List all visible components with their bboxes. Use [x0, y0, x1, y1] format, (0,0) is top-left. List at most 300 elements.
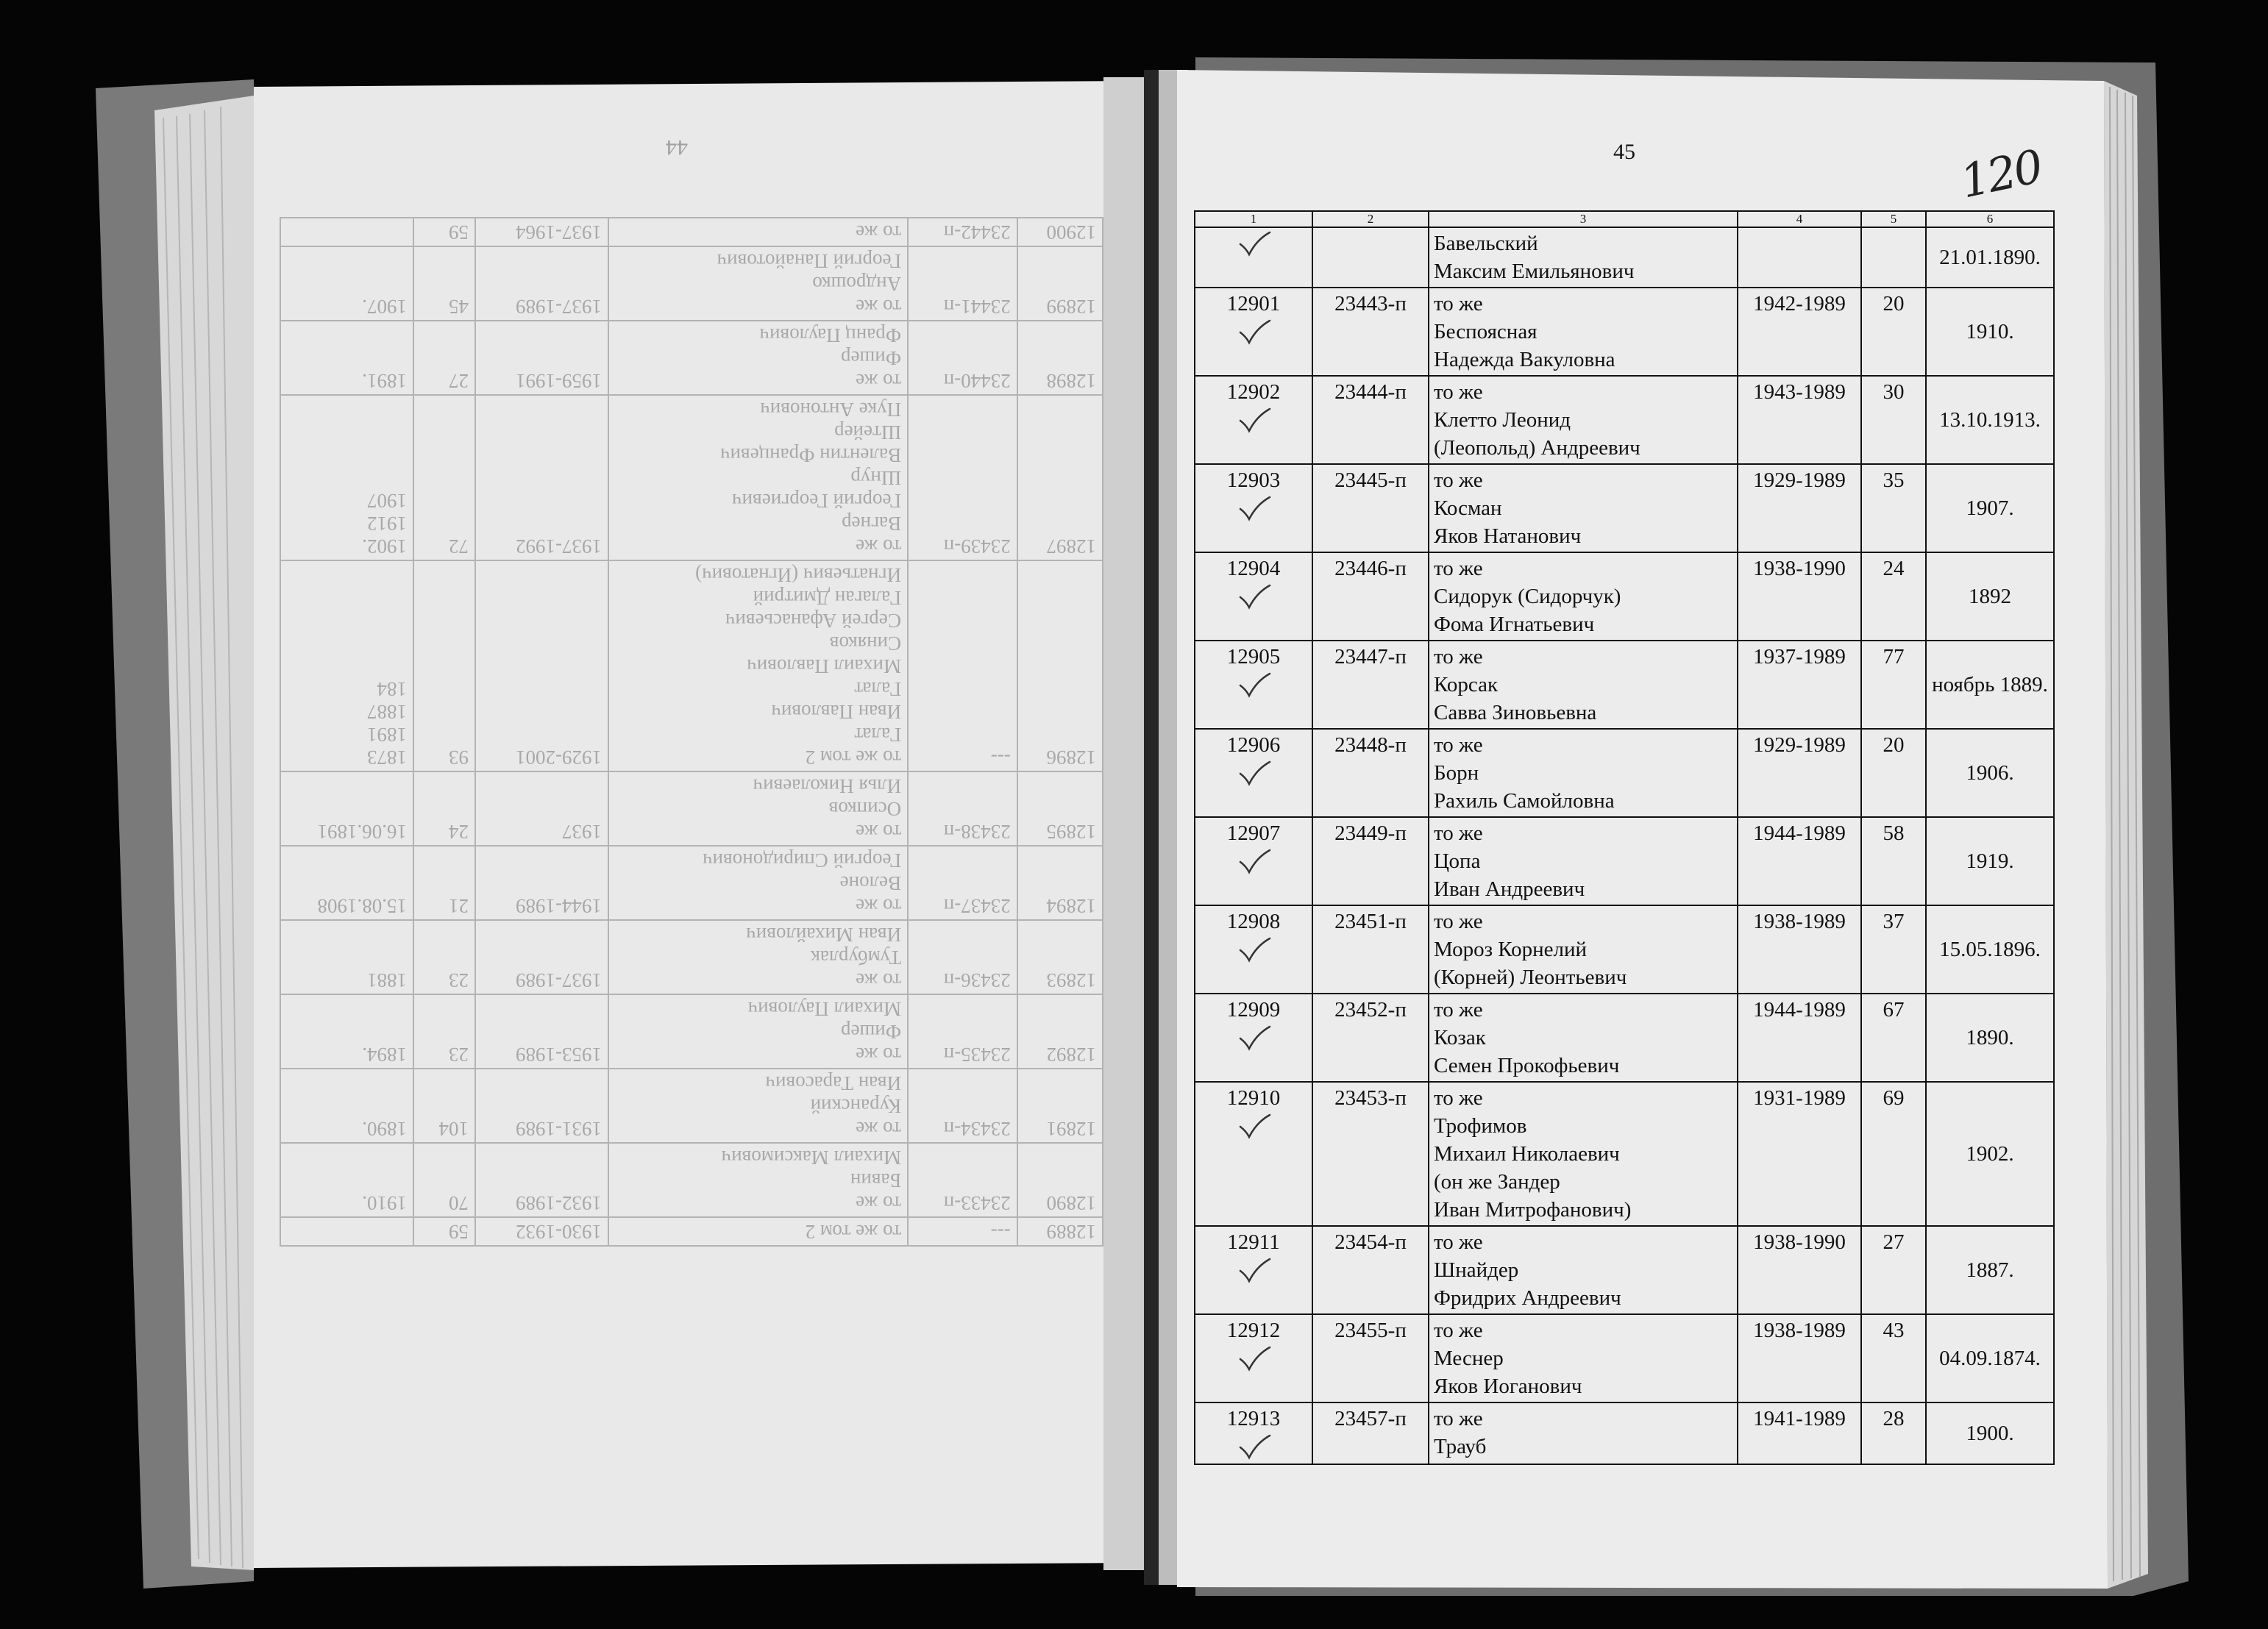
ghost-cell-pages	[413, 920, 475, 994]
pages: 35	[1883, 468, 1905, 492]
name-line: Косман	[1434, 496, 1502, 520]
ghost-value: 72	[449, 535, 469, 557]
birth-date: 1902.	[1966, 1142, 2014, 1166]
pages: 24	[1883, 557, 1905, 580]
birth-date: 1892	[1969, 585, 2011, 608]
birth-date: 15.05.1896.	[1939, 938, 2041, 961]
ghost-cell-birth	[280, 560, 413, 771]
name-line: то же	[1434, 645, 1483, 669]
ghost-line: то же том 2	[805, 746, 902, 769]
ghost-value: 70	[449, 1192, 469, 1214]
ghost-cell-birth	[280, 1143, 413, 1217]
ghost-cell-file	[908, 246, 1017, 321]
birth-date-cell	[1926, 641, 2054, 729]
birth-date-cell	[1926, 552, 2054, 641]
ghost-value: 23439-п	[943, 535, 1011, 557]
ghost-line: то же	[856, 535, 902, 557]
ghost-cell-file	[908, 1143, 1017, 1217]
ghost-cell-file	[908, 994, 1017, 1069]
birth-date-cell	[1926, 729, 2054, 817]
ghost-cell-years	[475, 321, 608, 395]
ghost-line: 184	[377, 678, 407, 700]
record-number-cell	[1195, 1314, 1312, 1402]
ghost-cell-num	[1017, 218, 1103, 246]
name-line: Яков Иоганович	[1434, 1375, 1582, 1398]
ghost-line: 1873	[367, 746, 407, 769]
years-cell	[1738, 905, 1861, 994]
table-row	[1195, 227, 2054, 288]
ghost-value: 1932-1989	[515, 1192, 602, 1214]
ghost-line: Осипков	[828, 798, 902, 820]
ghost-cell-text	[608, 920, 908, 994]
ghost-cell-pages	[413, 994, 475, 1069]
birth-date: 1907.	[1966, 496, 2014, 520]
ghost-row	[280, 1217, 1103, 1246]
years-cell	[1738, 464, 1861, 552]
ghost-cell-birth	[280, 218, 413, 246]
record-number: 12911	[1227, 1230, 1280, 1254]
ghost-value: 12894	[1046, 895, 1096, 917]
ghost-line: 1902.	[362, 535, 407, 557]
ghost-line: Михаил Максимович	[721, 1147, 902, 1169]
checkmark-icon	[1200, 1112, 1307, 1141]
name-cell	[1429, 464, 1738, 552]
ghost-line: Иван Тарасович	[765, 1072, 902, 1094]
ghost-row	[280, 218, 1103, 246]
years: 1942-1989	[1753, 292, 1846, 316]
checkmark-icon	[1200, 671, 1307, 700]
name-line: Максим Емильянович	[1434, 260, 1635, 283]
name-cell	[1429, 1314, 1738, 1402]
name-line: Сидорук (Сидорчук)	[1434, 585, 1621, 608]
ghost-cell-file	[908, 560, 1017, 771]
birth-date-cell	[1926, 464, 2054, 552]
table-row	[1195, 288, 2054, 376]
ghost-value: 23437-п	[943, 895, 1011, 917]
years-cell	[1738, 729, 1861, 817]
pages-cell	[1861, 905, 1926, 994]
file-number: 23447-п	[1334, 645, 1407, 669]
years: 1941-1989	[1753, 1407, 1846, 1430]
years: 1938-1990	[1753, 1230, 1846, 1254]
ghost-line: Синяков	[829, 632, 902, 655]
birth-date: 1906.	[1966, 761, 2014, 785]
ghost-line: Георгий Спиридонович	[702, 849, 902, 871]
ghost-line: Вагнер	[842, 513, 902, 535]
ghost-cell-file	[908, 321, 1017, 395]
name-line: Трофимов	[1434, 1114, 1527, 1138]
ghost-cell-text	[608, 1217, 908, 1246]
name-cell	[1429, 1082, 1738, 1226]
column-header: 1	[1195, 211, 1312, 227]
table-row	[1195, 376, 2054, 464]
birth-date-cell	[1926, 1314, 2054, 1402]
pages-cell	[1861, 1226, 1926, 1314]
name-line: то же	[1434, 1319, 1483, 1342]
years: 1944-1989	[1753, 998, 1846, 1022]
ghost-line: то же	[856, 969, 902, 991]
ghost-cell-years	[475, 1069, 608, 1143]
name-line: то же	[1434, 821, 1483, 845]
name-cell	[1429, 1402, 1738, 1464]
ghost-value: 23440-п	[943, 370, 1011, 392]
pages-cell	[1861, 817, 1926, 905]
ghost-value: 23436-п	[943, 969, 1011, 991]
file-number-cell	[1312, 1082, 1429, 1226]
name-line: Яков Натанович	[1434, 524, 1582, 548]
name-line: то же	[1434, 998, 1483, 1022]
ghost-line: Иван Михайлович	[746, 924, 902, 946]
pages-cell	[1861, 729, 1926, 817]
file-number: 23453-п	[1334, 1086, 1407, 1110]
ghost-value: 1937-1992	[515, 535, 602, 557]
ghost-cell-num	[1017, 846, 1103, 920]
record-number: 12903	[1226, 468, 1281, 492]
column-header: 6	[1926, 211, 2054, 227]
ghost-cell-text	[608, 994, 908, 1069]
checkmark-icon	[1200, 318, 1307, 347]
ghost-row	[280, 1143, 1103, 1217]
file-number: 23446-п	[1334, 557, 1407, 580]
birth-date: 1919.	[1966, 849, 2014, 873]
record-number-cell	[1195, 552, 1312, 641]
record-number-cell	[1195, 227, 1312, 288]
ghost-cell-num	[1017, 1069, 1103, 1143]
ghost-cell-years	[475, 1143, 608, 1217]
file-number: 23444-п	[1334, 380, 1407, 404]
pages-cell	[1861, 227, 1926, 288]
ghost-value: ---	[990, 1221, 1011, 1243]
ghost-cell-birth	[280, 920, 413, 994]
years-cell	[1738, 1402, 1861, 1464]
ghost-row	[280, 920, 1103, 994]
ghost-value: 1944-1989	[515, 895, 602, 917]
name-cell	[1429, 729, 1738, 817]
file-number: 23457-п	[1334, 1407, 1407, 1430]
years: 1938-1989	[1753, 910, 1846, 933]
ghost-value: 12889	[1046, 1221, 1096, 1243]
name-line: Семен Прокофьевич	[1434, 1054, 1620, 1077]
ghost-line: Фишер	[841, 347, 902, 369]
ghost-row	[280, 395, 1103, 560]
ghost-line: Галаган Дмитрий	[753, 587, 902, 609]
birth-date: 04.09.1874.	[1939, 1347, 2041, 1370]
years-cell	[1738, 376, 1861, 464]
name-line: Клетто Леонид	[1434, 408, 1571, 432]
page-number: 45	[1613, 140, 1635, 164]
column-header: 4	[1738, 211, 1861, 227]
ghost-value: 12900	[1046, 221, 1096, 243]
record-number-cell	[1195, 641, 1312, 729]
ghost-line: Куранский	[810, 1095, 902, 1117]
file-number-cell	[1312, 464, 1429, 552]
ghost-value: 12897	[1046, 535, 1096, 557]
ghost-value: 12892	[1046, 1044, 1096, 1066]
checkmark-icon	[1200, 1433, 1307, 1462]
ghost-line: то же	[856, 1192, 902, 1214]
record-number: 12909	[1226, 998, 1281, 1022]
ghost-value: ---	[990, 746, 1011, 769]
ghost-value: 12899	[1046, 296, 1096, 318]
pages-cell	[1861, 1314, 1926, 1402]
name-line: Фома Игнатьевич	[1434, 613, 1595, 636]
birth-date-cell	[1926, 817, 2054, 905]
name-line: Мороз Корнелий	[1434, 938, 1588, 961]
ghost-value: 1931-1989	[515, 1118, 602, 1140]
table-row	[1195, 817, 2054, 905]
ghost-row	[280, 846, 1103, 920]
table-row	[1195, 994, 2054, 1082]
ghost-value: 1929-2001	[515, 746, 602, 769]
ghost-cell-pages	[413, 246, 475, 321]
table-row	[1195, 641, 2054, 729]
checkmark-icon	[1200, 406, 1307, 435]
ghost-line: Илья Николаевич	[753, 775, 902, 797]
ghost-line: Тумбурлак	[810, 947, 902, 969]
name-line: Михаил Николаевич	[1434, 1142, 1620, 1166]
record-number-cell	[1195, 1082, 1312, 1226]
ghost-line: Франц Паулович	[759, 324, 902, 346]
file-number-cell	[1312, 288, 1429, 376]
years: 1931-1989	[1753, 1086, 1846, 1110]
pages: 20	[1883, 292, 1905, 316]
ghost-cell-text	[608, 218, 908, 246]
pages: 30	[1883, 380, 1905, 404]
ghost-value: 23	[449, 1044, 469, 1066]
file-number-cell	[1312, 552, 1429, 641]
ghost-value: 1937-1989	[515, 969, 602, 991]
ghost-row	[280, 560, 1103, 771]
file-number-cell	[1312, 729, 1429, 817]
record-number: 12907	[1226, 821, 1281, 845]
name-cell	[1429, 376, 1738, 464]
name-cell	[1429, 817, 1738, 905]
ghost-line: 1891.	[362, 370, 407, 392]
ghost-cell-text	[608, 846, 908, 920]
pages: 20	[1883, 733, 1905, 757]
name-line: Фридрих Андреевич	[1434, 1286, 1621, 1310]
ghost-line: то же	[856, 1118, 902, 1140]
ghost-cell-pages	[413, 560, 475, 771]
file-number: 23455-п	[1334, 1319, 1407, 1342]
ghost-cell-years	[475, 218, 608, 246]
file-number-cell	[1312, 1314, 1429, 1402]
years: 1938-1989	[1753, 1319, 1846, 1342]
ghost-cell-years	[475, 994, 608, 1069]
years-cell	[1738, 641, 1861, 729]
name-line: то же	[1434, 468, 1483, 492]
years: 1943-1989	[1753, 380, 1846, 404]
ghost-row	[280, 246, 1103, 321]
file-number: 23452-п	[1334, 998, 1407, 1022]
pages: 77	[1883, 645, 1905, 669]
checkmark-icon	[1200, 1024, 1307, 1053]
name-line: Беспоясная	[1434, 320, 1538, 343]
name-cell	[1429, 641, 1738, 729]
ghost-line: 1907	[367, 490, 407, 512]
pages: 69	[1883, 1086, 1905, 1110]
pages-cell	[1861, 376, 1926, 464]
ghost-value: 23441-п	[943, 296, 1011, 318]
ghost-row	[280, 994, 1103, 1069]
ghost-value: 93	[449, 746, 469, 769]
record-number-cell	[1195, 905, 1312, 994]
left-page	[254, 85, 1123, 1563]
pages: 27	[1883, 1230, 1905, 1254]
ghost-cell-years	[475, 246, 608, 321]
years-cell	[1738, 1082, 1861, 1226]
birth-date: 1910.	[1966, 320, 2014, 343]
file-number: 23448-п	[1334, 733, 1407, 757]
birth-date-cell	[1926, 994, 2054, 1082]
birth-date: 21.01.1890.	[1939, 246, 2041, 269]
table-row	[1195, 1402, 2054, 1464]
ghost-cell-file	[908, 1217, 1017, 1246]
name-line: то же	[1434, 910, 1483, 933]
birth-date: 13.10.1913.	[1939, 408, 2041, 432]
ghost-cell-years	[475, 560, 608, 771]
record-number: 12912	[1226, 1319, 1281, 1342]
pages-cell	[1861, 994, 1926, 1082]
column-header-row	[1195, 211, 2054, 227]
years: 1938-1990	[1753, 557, 1846, 580]
birth-date: 1900.	[1966, 1422, 2014, 1445]
ghost-line: 15.08.1908	[317, 895, 407, 917]
name-line: Цопа	[1434, 849, 1481, 873]
file-number-cell	[1312, 227, 1429, 288]
ghost-cell-pages	[413, 771, 475, 846]
ghost-cell-birth	[280, 771, 413, 846]
ghost-line: Георгий Георгиевич	[731, 490, 902, 512]
ghost-cell-num	[1017, 246, 1103, 321]
ghost-line: Штейер	[834, 421, 902, 443]
ghost-value: 23435-п	[943, 1044, 1011, 1066]
pages-cell	[1861, 1082, 1926, 1226]
file-number-cell	[1312, 994, 1429, 1082]
name-line: (он же Зандер	[1434, 1170, 1560, 1194]
ghost-cell-birth	[280, 846, 413, 920]
checkmark-icon	[1200, 1256, 1307, 1286]
ghost-value: 1937-1989	[515, 296, 602, 318]
years-cell	[1738, 227, 1861, 288]
record-number-cell	[1195, 817, 1312, 905]
ghost-value: 59	[449, 1221, 469, 1243]
years-cell	[1738, 552, 1861, 641]
name-line: Надежда Вакуловна	[1434, 348, 1615, 371]
name-line: то же	[1434, 733, 1483, 757]
ghost-cell-birth	[280, 321, 413, 395]
name-line: Рахиль Самойловна	[1434, 789, 1615, 813]
ghost-cell-file	[908, 771, 1017, 846]
pages-cell	[1861, 288, 1926, 376]
name-line: Борн	[1434, 761, 1479, 785]
ghost-line: Георгий Панайотович	[717, 250, 902, 272]
ghost-cell-pages	[413, 1143, 475, 1217]
pages: 43	[1883, 1319, 1905, 1342]
table-row	[1195, 552, 2054, 641]
ghost-line: Михаил Паулович	[747, 998, 902, 1020]
birth-date: 1887.	[1966, 1258, 2014, 1282]
ghost-cell-num	[1017, 771, 1103, 846]
ghost-cell-birth	[280, 395, 413, 560]
ghost-value: 23434-п	[943, 1118, 1011, 1140]
pages-cell	[1861, 641, 1926, 729]
name-cell	[1429, 905, 1738, 994]
birth-date-cell	[1926, 1402, 2054, 1464]
ghost-value: 1953-1989	[515, 1044, 602, 1066]
name-line: Савва Зиновьевна	[1434, 701, 1597, 724]
ghost-line: то же	[856, 895, 902, 917]
record-number: 12910	[1226, 1086, 1281, 1110]
years: 1944-1989	[1753, 821, 1846, 845]
ghost-cell-file	[908, 1069, 1017, 1143]
record-number-cell	[1195, 1402, 1312, 1464]
ghost-cell-birth	[280, 994, 413, 1069]
ghost-line: Андрошко	[812, 273, 902, 295]
pages-cell	[1861, 1402, 1926, 1464]
table-row	[1195, 1226, 2054, 1314]
birth-date-cell	[1926, 227, 2054, 288]
ghost-value: 1937-1964	[515, 221, 602, 243]
left-page-number: 44	[666, 135, 688, 160]
ghost-cell-file	[908, 395, 1017, 560]
ghost-cell-pages	[413, 218, 475, 246]
name-cell	[1429, 227, 1738, 288]
birth-date: ноябрь 1889.	[1932, 673, 2048, 696]
table-row	[1195, 464, 2054, 552]
ghost-cell-years	[475, 395, 608, 560]
ghost-value: 21	[449, 895, 469, 917]
ghost-line: Галат	[854, 724, 902, 746]
ghost-cell-pages	[413, 1069, 475, 1143]
ghost-value: 1959-1991	[515, 370, 602, 392]
years-cell	[1738, 994, 1861, 1082]
name-line: то же	[1434, 292, 1483, 316]
file-number: 23445-п	[1334, 468, 1407, 492]
file-number: 23454-п	[1334, 1230, 1407, 1254]
ghost-cell-num	[1017, 920, 1103, 994]
name-line: Меснер	[1434, 1347, 1504, 1370]
name-line: Корсак	[1434, 673, 1499, 696]
name-line: то же	[1434, 1230, 1483, 1254]
pages: 28	[1883, 1407, 1905, 1430]
ghost-cell-years	[475, 1217, 608, 1246]
file-number-cell	[1312, 376, 1429, 464]
record-number: 12905	[1226, 645, 1281, 669]
ghost-cell-num	[1017, 994, 1103, 1069]
ghost-cell-text	[608, 1069, 908, 1143]
ghost-line: 1912	[367, 513, 407, 535]
ghost-cell-num	[1017, 1143, 1103, 1217]
record-number: 12913	[1226, 1407, 1281, 1430]
ghost-row	[280, 321, 1103, 395]
ghost-cell-pages	[413, 846, 475, 920]
ghost-value: 12890	[1046, 1192, 1096, 1214]
ghost-cell-birth	[280, 246, 413, 321]
name-line: Иван Митрофанович)	[1434, 1198, 1632, 1222]
ghost-cell-num	[1017, 321, 1103, 395]
ghost-cell-birth	[280, 1069, 413, 1143]
years: 1929-1989	[1753, 468, 1846, 492]
ghost-value: 1937	[561, 821, 602, 843]
pages: 37	[1883, 910, 1905, 933]
ghost-line: Галат	[854, 678, 902, 700]
checkmark-icon	[1200, 1344, 1307, 1374]
column-header: 5	[1861, 211, 1926, 227]
ghost-value: 1930-1932	[515, 1221, 602, 1243]
years-cell	[1738, 1314, 1861, 1402]
ghost-value: 12895	[1046, 821, 1096, 843]
